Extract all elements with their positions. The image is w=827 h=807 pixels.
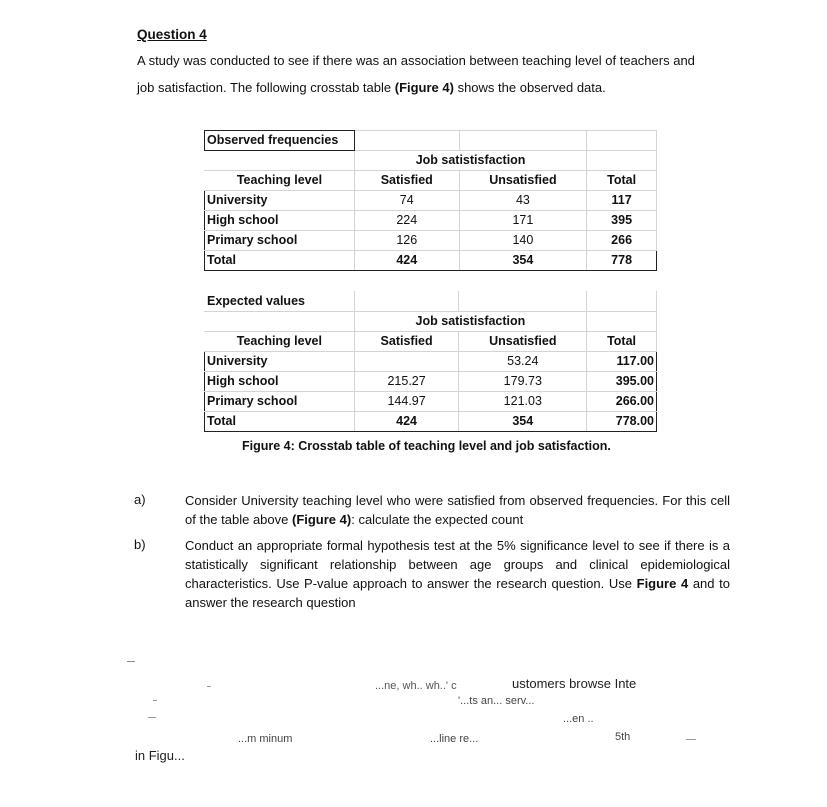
cell-total: 117	[587, 191, 657, 211]
question-heading: Question 4	[137, 27, 207, 42]
question-a-post: : calculate the expected count	[351, 512, 524, 527]
observed-row-header: Teaching level	[205, 171, 355, 191]
row-label: Total	[205, 412, 355, 432]
cell-total: 117.00	[587, 352, 657, 372]
observed-group-header: Job satistisfaction	[354, 151, 586, 171]
question-b-label: b)	[134, 537, 146, 552]
cell-satisfied: 224	[354, 211, 459, 231]
intro-line-2	[137, 80, 606, 95]
cell-total: 778	[587, 251, 657, 271]
question-a-label: a)	[134, 492, 146, 507]
question-a-text	[185, 491, 730, 529]
table-row	[205, 352, 657, 372]
intro-line-1: A study was conducted to see if there was an association between teaching level of teachers and	[137, 53, 695, 68]
cell-unsatisfied: 140	[459, 231, 587, 251]
cell-unsatisfied: 43	[459, 191, 587, 211]
table-row	[205, 251, 657, 271]
row-label: High school	[205, 372, 355, 392]
cell-unsatisfied: 179.73	[459, 372, 587, 392]
figure-caption: Figure 4: Crosstab table of teaching level and job satisfaction.	[242, 439, 611, 453]
cell-satisfied: 215.27	[354, 372, 459, 392]
intro-line-2-figure-ref: (Figure 4)	[394, 80, 454, 95]
fragment-text-5: ...en ..	[563, 713, 594, 725]
cell-total: 266	[587, 231, 657, 251]
cell-total: 266.00	[587, 392, 657, 412]
fragment-text-1: ...ne, wh.. wh..' c	[375, 680, 457, 692]
expected-col-satisfied: Satisfied	[354, 332, 459, 352]
table-row	[205, 211, 657, 231]
expected-title: Expected values	[205, 292, 355, 312]
observed-col-unsatisfied: Unsatisfied	[459, 171, 587, 191]
cell-unsatisfied: 121.03	[459, 392, 587, 412]
cell-satisfied: 74	[354, 191, 459, 211]
table-row	[205, 412, 657, 432]
observed-frequencies-table	[204, 130, 657, 271]
row-label: Total	[205, 251, 355, 271]
cell-satisfied: 424	[354, 251, 459, 271]
fragment-mark-2	[148, 717, 156, 718]
question-a-pre: Consider University teaching level who were satisfied from observed frequencies. For this cell of the table above	[185, 493, 730, 527]
fragment-text-6: 5th	[615, 731, 631, 743]
observed-col-total: Total	[587, 171, 657, 191]
fragment-mark-4	[686, 739, 696, 740]
row-label: Primary school	[205, 392, 355, 412]
question-b-figure-ref: Figure 4	[636, 576, 689, 591]
row-label: Primary school	[205, 231, 355, 251]
cell-total: 395	[587, 211, 657, 231]
observed-col-satisfied: Satisfied	[354, 171, 459, 191]
row-label: High school	[205, 211, 355, 231]
fragment-rule	[127, 661, 135, 662]
expected-group-header: Job satistisfaction	[354, 312, 586, 332]
fragment-in-figure: in Figu...	[135, 748, 185, 763]
table-row	[205, 372, 657, 392]
row-label: University	[205, 191, 355, 211]
expected-col-unsatisfied: Unsatisfied	[459, 332, 587, 352]
intro-line-2-pre: job satisfaction. The following crosstab table	[137, 80, 395, 95]
cell-unsatisfied: 354	[459, 251, 587, 271]
intro-line-2-post: shows the observed data.	[453, 80, 606, 95]
table-row	[205, 231, 657, 251]
fragment-text-2: '...ts an... serv...	[458, 695, 535, 707]
question-b-text	[185, 536, 730, 612]
fragment-mark-3	[207, 686, 211, 687]
fragment-text-4: ...line re...	[430, 733, 479, 745]
expected-values-table	[204, 291, 657, 432]
cell-total: 395.00	[587, 372, 657, 392]
expected-col-total: Total	[587, 332, 657, 352]
fragment-text-3: ...m minum	[238, 733, 293, 745]
cell-satisfied: 126	[354, 231, 459, 251]
cell-satisfied: 144.97	[354, 392, 459, 412]
table-row	[205, 392, 657, 412]
question-a-figure-ref: (Figure 4)	[291, 512, 352, 527]
observed-title: Observed frequencies	[205, 131, 355, 151]
cell-unsatisfied: 354	[459, 412, 587, 432]
cell-satisfied: 424	[354, 412, 459, 432]
question-b-post: and to answer the research question	[185, 576, 730, 610]
fragment-customers: ustomers browse Inte	[512, 676, 637, 691]
table-row	[205, 191, 657, 211]
fragment-mark-1	[153, 700, 157, 701]
row-label: University	[205, 352, 355, 372]
cell-total: 778.00	[587, 412, 657, 432]
question-b-pre: Conduct an appropriate formal hypothesis test at the 5% significance level to see if there is a statistically significant relationship between age groups and clinical epidemiological characteristics. Use P-value approach to answer the research question. Use	[185, 538, 730, 591]
cell-unsatisfied: 53.24	[459, 352, 587, 372]
expected-row-header: Teaching level	[205, 332, 355, 352]
cell-satisfied	[354, 352, 459, 372]
cell-unsatisfied: 171	[459, 211, 587, 231]
